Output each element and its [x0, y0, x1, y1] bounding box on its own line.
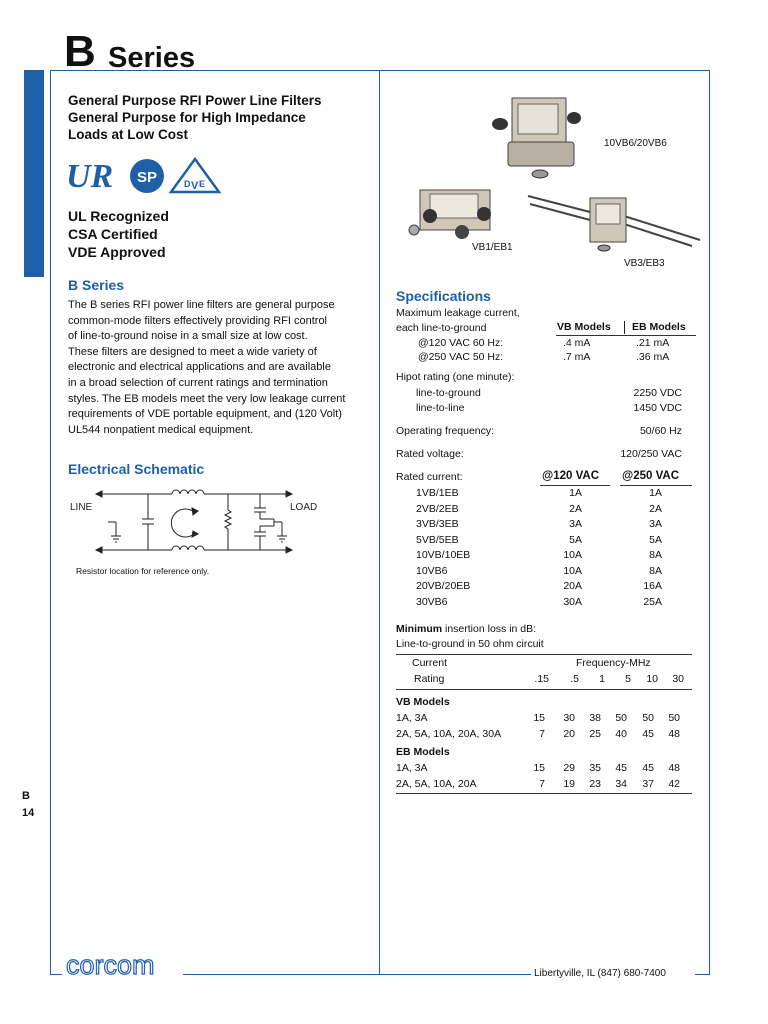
leak-row-label: @250 VAC 50 Hz: [418, 351, 504, 363]
current-row-model: 2VB/2EB [416, 502, 459, 515]
csa-logo-icon [130, 159, 164, 193]
current-row-120: 30A [563, 595, 582, 608]
subtitle-line: General Purpose for High Impedance [68, 110, 306, 125]
table-rule [396, 689, 692, 690]
insertion-rest: insertion loss in dB: [442, 623, 537, 635]
current-row-120: 5A [569, 533, 582, 546]
cert-item: CSA Certified [68, 226, 158, 242]
leak-row-vb: .4 mA [563, 337, 591, 349]
frequency-value: 50/60 Hz [639, 425, 682, 437]
insertion-rating: 2A, 5A, 10A, 20A [396, 777, 477, 790]
csa-logo-text: SP [136, 169, 158, 186]
b-series-heading: B Series [68, 277, 125, 293]
insertion-value: 19 [563, 777, 575, 790]
vb-models-header: VB Models [557, 321, 611, 333]
leakage-label: Maximum leakage current, [396, 307, 520, 319]
insertion-value: 42 [668, 777, 680, 790]
column-separator [624, 321, 625, 334]
current-row-model: 20VB/20EB [416, 580, 471, 592]
current-row-120: 3A [569, 518, 582, 530]
paragraph-line: in a broad selection of current ratings and termination [68, 376, 328, 389]
insertion-value: 34 [615, 777, 627, 790]
paragraph-line: requirements of VDE portable equipment, and (120 Volt) [68, 408, 342, 421]
frame-rule [50, 70, 51, 975]
table-rule [396, 654, 692, 655]
insertion-rating: 1A, 3A [396, 762, 428, 774]
insertion-value: 50 [615, 712, 627, 724]
current-row-120: 1A [569, 487, 582, 499]
insertion-value: 50 [642, 712, 654, 724]
subtitle-line: General Purpose RFI Power Line Filters [68, 93, 322, 108]
current-row-model: 30VB6 [416, 595, 448, 608]
filter-vb1-image [409, 190, 491, 239]
cert-item: UL Recognized [68, 208, 169, 224]
leak-row-eb: .36 mA [636, 351, 670, 363]
insertion-value: 45 [615, 762, 627, 774]
leak-row-eb: .21 mA [636, 337, 670, 349]
frequency-col-header: Frequency-MHz [576, 657, 651, 669]
page-section-letter: B [22, 790, 30, 802]
subtitle-line: Loads at Low Cost [68, 127, 189, 142]
insertion-value: 15 [533, 762, 545, 774]
eb-models-heading: EB Models [396, 746, 450, 758]
paragraph-line: styles. The EB models meet the very low leakage current [68, 392, 346, 405]
hipot-row-label: line-to-ground [416, 387, 481, 399]
leak-row-label: @120 VAC 60 Hz: [418, 337, 504, 349]
insertion-minimum: Minimum [396, 623, 443, 635]
rated-current-label: Rated current: [396, 471, 463, 483]
insertion-loss-title [396, 623, 536, 635]
current-row-model: 5VB/5EB [416, 533, 459, 546]
insertion-value: 20 [563, 727, 575, 740]
current-row-120: 10A [563, 564, 582, 577]
paragraph-line: of line-to-ground noise in a small size at low cost. [68, 330, 308, 343]
current-row-120: 20A [563, 580, 582, 592]
product-label: VB1/EB1 [472, 242, 513, 253]
current-row-model: 10VB/10EB [416, 549, 471, 561]
schematic-load-label: LOAD [290, 502, 318, 513]
hipot-label: Hipot rating (one minute): [396, 371, 515, 383]
corcom-logo: corcom [66, 950, 155, 980]
current-row-model: 10VB6 [416, 564, 448, 577]
header-250vac: @250 VAC [622, 470, 680, 482]
current-row-250: 1A [649, 487, 662, 499]
current-col-header: Current [412, 657, 448, 669]
frequency-col: 1 [599, 673, 605, 685]
insertion-value: 30 [563, 712, 575, 724]
footer-contact: Libertyville, IL (847) 680-7400 [534, 968, 666, 979]
frame-rule [183, 974, 531, 975]
frequency-col: .15 [534, 673, 549, 685]
schematic-line-label: LINE [70, 502, 93, 513]
insertion-value: 35 [589, 762, 601, 774]
current-row-120: 10A [563, 549, 582, 561]
paragraph-line: UL544 nonpatient medical equipment. [68, 423, 254, 436]
insertion-value: 45 [642, 762, 654, 774]
cert-item: VDE Approved [68, 244, 166, 260]
current-row-model: 3VB/3EB [416, 518, 459, 530]
insertion-value: 38 [589, 712, 601, 724]
insertion-value: 7 [539, 777, 545, 790]
section-tab-bar [24, 70, 44, 277]
vde-letter-v: V [191, 180, 199, 192]
frequency-col: 30 [672, 673, 684, 685]
insertion-value: 37 [642, 777, 654, 790]
current-row-250: 5A [649, 533, 662, 546]
page-title-letter: B [64, 27, 96, 76]
page-title-word: Series [108, 42, 196, 74]
header-120vac: @120 VAC [542, 470, 600, 482]
frame-rule [709, 70, 710, 975]
ul-logo-icon [66, 158, 113, 195]
insertion-value: 7 [539, 727, 545, 740]
insertion-value: 23 [589, 777, 601, 790]
hipot-row-value: 2250 VDC [633, 387, 682, 399]
current-row-120: 2A [569, 502, 582, 515]
paragraph-line: These filters are designed to meet a wide variety of [68, 345, 317, 358]
b-series-paragraph [68, 298, 358, 438]
insertion-value: 45 [642, 727, 654, 740]
current-row-250: 25A [643, 595, 662, 608]
voltage-label: Rated voltage: [396, 448, 464, 460]
product-label: VB3/EB3 [624, 258, 665, 269]
current-row-250: 3A [649, 518, 662, 530]
product-photos [408, 86, 708, 266]
insertion-value: 48 [668, 762, 680, 774]
vb-models-heading: VB Models [396, 696, 450, 708]
leak-row-vb: .7 mA [563, 351, 591, 363]
schematic-heading: Electrical Schematic [68, 461, 205, 477]
filter-vb3-image [528, 196, 700, 251]
paragraph-line: electronic and electrical applications and are available [68, 361, 331, 374]
specifications-heading: Specifications [396, 288, 491, 304]
hipot-row-value: 1450 VDC [633, 402, 682, 414]
page-number: 14 [22, 807, 35, 819]
hipot-row-label: line-to-line [416, 402, 465, 414]
voltage-value: 120/250 VAC [620, 448, 682, 460]
frame-rule [695, 974, 710, 975]
current-row-250: 8A [649, 564, 662, 577]
insertion-value: 48 [668, 727, 680, 740]
frequency-col: .5 [570, 673, 579, 685]
frequency-label: Operating frequency: [396, 425, 495, 437]
frequency-col: 5 [625, 673, 631, 685]
eb-models-header: EB Models [632, 321, 686, 333]
leakage-label: each line-to-ground [396, 322, 487, 334]
frame-rule [50, 974, 62, 975]
column-divider [379, 70, 380, 975]
rating-col-header: Rating [414, 673, 445, 685]
insertion-value: 25 [589, 727, 601, 740]
vde-letter-e: E [199, 179, 206, 189]
insertion-rating: 1A, 3A [396, 712, 428, 724]
insertion-value: 29 [563, 762, 575, 774]
header-rule [540, 485, 610, 486]
insertion-circuit: Line-to-ground in 50 ohm circuit [396, 638, 544, 650]
frequency-col: 10 [646, 673, 658, 685]
table-rule [396, 793, 692, 794]
current-row-250: 8A [649, 549, 662, 561]
schematic-note: Resistor location for reference only. [76, 566, 210, 576]
insertion-value: 15 [533, 712, 545, 724]
header-rule [620, 485, 692, 486]
current-row-250: 2A [649, 502, 662, 515]
paragraph-line: common-mode filters effectively providing RFI control [68, 314, 328, 327]
vde-letter-d: D [184, 179, 191, 189]
filter-10vb6-image [492, 98, 581, 178]
insertion-rating: 2A, 5A, 10A, 20A, 30A [396, 727, 502, 740]
header-rule [556, 335, 696, 336]
product-label: 10VB6/20VB6 [604, 138, 667, 149]
insertion-value: 40 [615, 727, 627, 740]
certification-logos [66, 156, 226, 196]
current-row-model: 1VB/1EB [416, 487, 459, 499]
electrical-schematic-diagram [68, 486, 328, 560]
paragraph-line: The B series RFI power line filters are general purpose [68, 299, 335, 311]
ul-logo-text: UR [66, 158, 114, 195]
vde-logo-icon [171, 159, 219, 192]
frame-rule [225, 70, 710, 71]
insertion-value: 50 [668, 712, 680, 724]
current-row-250: 16A [643, 580, 662, 592]
